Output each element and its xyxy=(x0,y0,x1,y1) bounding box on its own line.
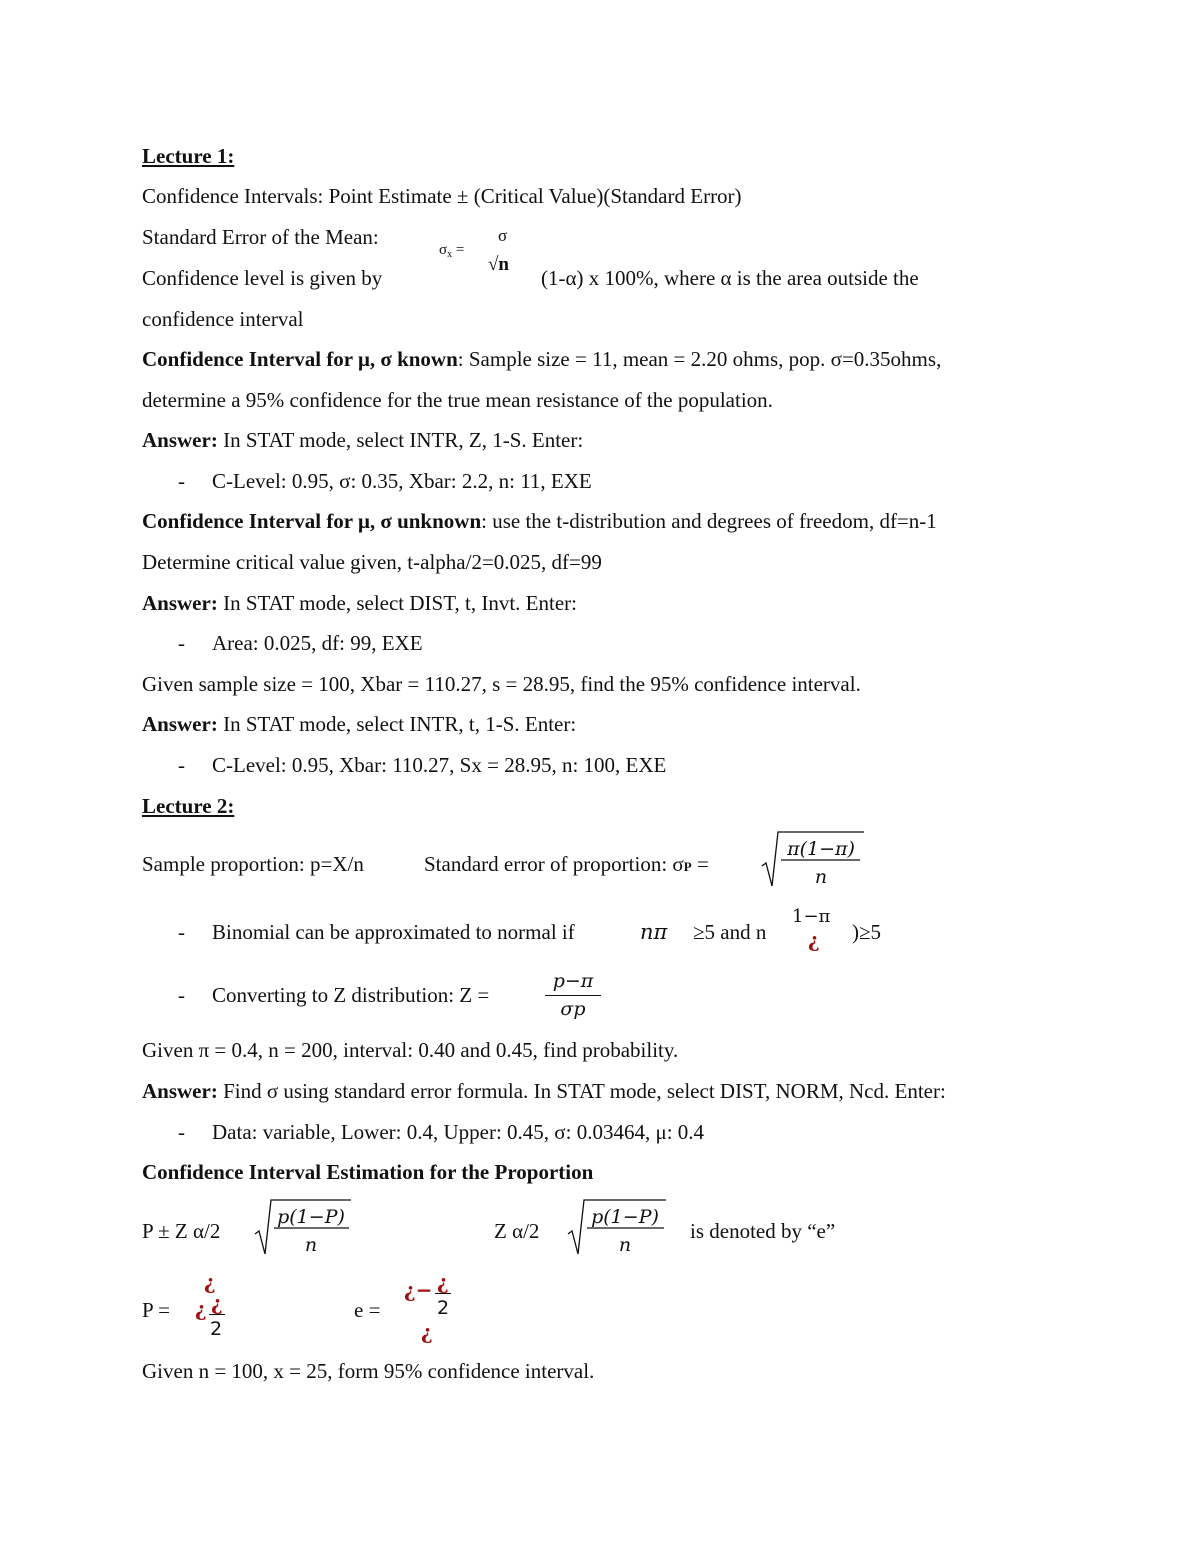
sem-denominator: √n xyxy=(488,254,509,275)
lecture-2-heading: Lecture 2: xyxy=(142,794,235,818)
e-topfrac-glyph: ¿ xyxy=(437,1270,449,1294)
p-mid-glyph: ¿ xyxy=(211,1291,223,1315)
ci-unknown-line: Confidence Interval for μ, σ unknown: use the t-distribution and degrees of freedom, df=n-1 xyxy=(142,509,937,533)
given-sample-text: Given sample size = 100, Xbar = 110.27, s = 28.95, find the 95% confidence interval. xyxy=(142,672,861,696)
e-denoted-text: is denoted by “e” xyxy=(690,1219,836,1243)
ci-proportion-heading: Confidence Interval Estimation for the Proportion xyxy=(142,1160,594,1184)
answer-3: Answer: In STAT mode, select INTR, t, 1-S. Enter: xyxy=(142,712,577,736)
ci-formula-text: Confidence Intervals: Point Estimate ± (Critical Value)(Standard Error) xyxy=(142,184,742,208)
p-frac-bar xyxy=(209,1314,225,1315)
sem-numerator: σ xyxy=(498,226,508,245)
bullet-2: - Area: 0.025, df: 99, EXE xyxy=(178,631,423,655)
z-numerator: p−π xyxy=(552,970,594,992)
answer-1: Answer: In STAT mode, select INTR, Z, 1-S. Enter: xyxy=(142,428,584,452)
e-lhs: Z α/2 xyxy=(494,1219,540,1243)
z-fraction-bar xyxy=(545,995,601,996)
binomial-bullet: - Binomial can be approximated to normal if xyxy=(178,920,575,944)
binomial-text-b: ≥5 and n xyxy=(693,920,767,944)
bullet-3: - C-Level: 0.95, Xbar: 110.27, Sx = 28.95, n: 100, EXE xyxy=(178,753,667,777)
se-numerator: π(1−π) xyxy=(787,838,855,860)
sem-label: Standard Error of the Mean: xyxy=(142,225,379,249)
e-two: 2 xyxy=(437,1297,450,1319)
p-left-glyph: ¿ xyxy=(195,1297,207,1321)
p-equals: P = xyxy=(142,1298,170,1322)
answer-2: Answer: In STAT mode, select DIST, t, Invt. Enter: xyxy=(142,591,577,615)
e-bottom-glyph: ¿ xyxy=(421,1320,433,1344)
binomial-text-c: )≥5 xyxy=(852,920,882,944)
binomial-bottom: ¿ xyxy=(808,928,820,952)
se-denominator: n xyxy=(814,866,828,888)
ci-proportion-lhs: P ± Z α/2 xyxy=(142,1219,221,1243)
conf-level-text-c: confidence interval xyxy=(142,307,304,331)
z-convert-bullet: - Converting to Z distribution: Z = xyxy=(178,983,490,1007)
conf-level-text-b: (1-α) x 100%, where α is the area outside the xyxy=(541,266,919,290)
given-pi-text: Given π = 0.4, n = 200, interval: 0.40 and 0.45, find probability. xyxy=(142,1038,679,1062)
e-equals: e = xyxy=(354,1298,381,1322)
p-top-glyph: ¿ xyxy=(204,1270,216,1294)
ci-known-line-2: determine a 95% confidence for the true mean resistance of the population. xyxy=(142,388,773,412)
e-denominator: n xyxy=(618,1234,632,1256)
binomial-npi: nπ xyxy=(640,920,668,944)
e-inner-bar xyxy=(435,1293,451,1294)
given-n-text: Given n = 100, x = 25, form 95% confidence interval. xyxy=(142,1359,595,1383)
bullet-1: - C-Level: 0.95, σ: 0.35, Xbar: 2.2, n: 11, EXE xyxy=(178,469,592,493)
conf-level-text-a: Confidence level is given by xyxy=(142,266,383,290)
e-numerator: p(1−P) xyxy=(591,1206,659,1228)
z-denominator: σp xyxy=(560,998,586,1020)
bullet-4: - Data: variable, Lower: 0.4, Upper: 0.45, σ: 0.03464, μ: 0.4 xyxy=(178,1120,705,1144)
se-proportion-text: Standard error of proportion: σP = xyxy=(424,852,709,876)
ci-known-line: Confidence Interval for μ, σ known: Sample size = 11, mean = 2.20 ohms, pop. σ=0.35ohms, xyxy=(142,347,942,371)
p-two: 2 xyxy=(210,1318,223,1340)
answer-4: Answer: Find σ using standard error formula. In STAT mode, select DIST, NORM, Ncd. Enter: xyxy=(142,1079,946,1103)
sem-lhs: $\sigma_x$ = xyxy=(439,242,465,260)
binomial-top: 1−π xyxy=(792,906,831,927)
ci-numerator: p(1−P) xyxy=(277,1206,345,1228)
ci-unknown-line-2: Determine critical value given, t-alpha/2=0.025, df=99 xyxy=(142,550,602,574)
sample-proportion-text: Sample proportion: p=X/n xyxy=(142,852,364,876)
ci-denominator: n xyxy=(304,1234,318,1256)
e-top-glyph: ¿− xyxy=(404,1278,433,1302)
lecture-1-heading: Lecture 1: xyxy=(142,144,235,168)
